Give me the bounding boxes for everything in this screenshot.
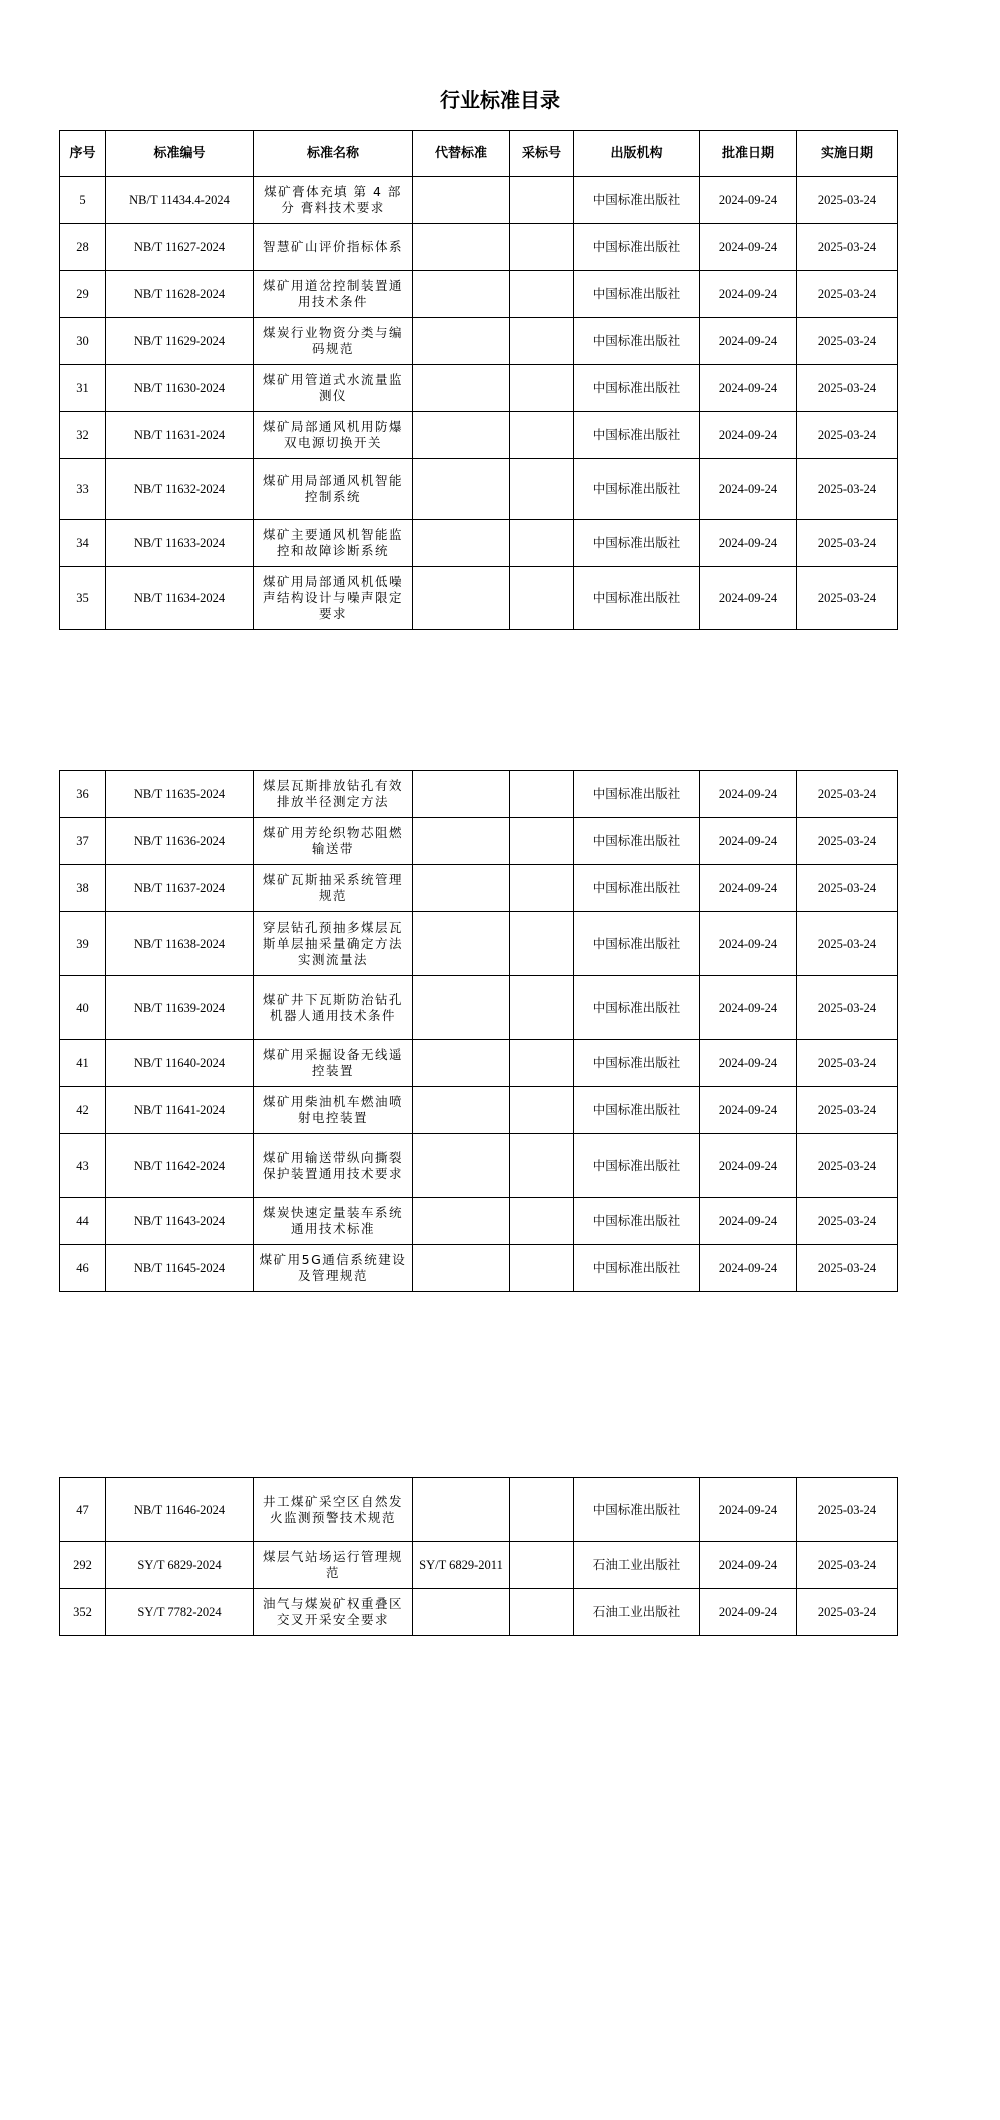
table-row [60,1040,898,1087]
row-replaces [413,412,510,459]
row-approve-date: 2024-09-24 [700,318,797,365]
row-approve-date: 2024-09-24 [700,224,797,271]
table-row [60,567,898,630]
row-adopt [510,1589,574,1636]
row-approve-date: 2024-09-24 [700,177,797,224]
row-code: NB/T 11637-2024 [106,865,254,912]
row-publisher: 中国标准出版社 [574,1245,700,1292]
header-adopt: 采标号 [510,131,574,177]
row-approve-date: 2024-09-24 [700,459,797,520]
row-code: NB/T 11635-2024 [106,771,254,818]
table-row [60,1245,898,1292]
row-no: 5 [60,177,106,224]
row-no: 292 [60,1542,106,1589]
row-publisher: 中国标准出版社 [574,567,700,630]
row-effective-date: 2025-03-24 [797,1087,898,1134]
row-replaces [413,459,510,520]
row-name: 煤矿用道岔控制装置通用技术条件 [254,271,413,318]
row-code: NB/T 11643-2024 [106,1198,254,1245]
row-effective-date: 2025-03-24 [797,271,898,318]
row-no: 41 [60,1040,106,1087]
row-name: 煤炭快速定量装车系统通用技术标准 [254,1198,413,1245]
header-name: 标准名称 [254,131,413,177]
row-replaces [413,271,510,318]
table-row [60,1134,898,1198]
row-name: 煤炭行业物资分类与编码规范 [254,318,413,365]
row-effective-date: 2025-03-24 [797,567,898,630]
row-publisher: 中国标准出版社 [574,412,700,459]
table-row [60,771,898,818]
row-no: 28 [60,224,106,271]
row-no: 31 [60,365,106,412]
row-code: SY/T 7782-2024 [106,1589,254,1636]
row-name: 煤层瓦斯排放钻孔有效排放半径测定方法 [254,771,413,818]
row-approve-date: 2024-09-24 [700,1478,797,1542]
table-row [60,1589,898,1636]
row-approve-date: 2024-09-24 [700,271,797,318]
row-replaces [413,1589,510,1636]
row-code: NB/T 11632-2024 [106,459,254,520]
row-replaces [413,771,510,818]
row-adopt [510,365,574,412]
row-adopt [510,412,574,459]
row-replaces [413,976,510,1040]
row-adopt [510,177,574,224]
row-code: NB/T 11641-2024 [106,1087,254,1134]
row-no: 30 [60,318,106,365]
row-no: 37 [60,818,106,865]
row-code: NB/T 11645-2024 [106,1245,254,1292]
row-no: 34 [60,520,106,567]
row-approve-date: 2024-09-24 [700,567,797,630]
row-replaces [413,1087,510,1134]
row-approve-date: 2024-09-24 [700,976,797,1040]
row-no: 40 [60,976,106,1040]
row-code: NB/T 11628-2024 [106,271,254,318]
row-name: 煤矿井下瓦斯防治钻孔机器人通用技术条件 [254,976,413,1040]
row-name: 煤矿用输送带纵向撕裂保护装置通用技术要求 [254,1134,413,1198]
row-effective-date: 2025-03-24 [797,865,898,912]
row-publisher: 石油工业出版社 [574,1542,700,1589]
row-adopt [510,271,574,318]
row-effective-date: 2025-03-24 [797,1198,898,1245]
table-row [60,459,898,520]
row-name: 煤矿膏体充填 第 4 部分 膏料技术要求 [254,177,413,224]
row-no: 36 [60,771,106,818]
row-effective-date: 2025-03-24 [797,1245,898,1292]
row-publisher: 中国标准出版社 [574,520,700,567]
header-no: 序号 [60,131,106,177]
row-adopt [510,1245,574,1292]
row-effective-date: 2025-03-24 [797,818,898,865]
header-effective-date: 实施日期 [797,131,898,177]
row-adopt [510,567,574,630]
row-name: 煤矿用5G通信系统建设及管理规范 [254,1245,413,1292]
row-publisher: 中国标准出版社 [574,1087,700,1134]
row-publisher: 中国标准出版社 [574,1134,700,1198]
row-approve-date: 2024-09-24 [700,1134,797,1198]
row-effective-date: 2025-03-24 [797,224,898,271]
row-effective-date: 2025-03-24 [797,1542,898,1589]
row-adopt [510,771,574,818]
row-name: 油气与煤炭矿权重叠区交叉开采安全要求 [254,1589,413,1636]
table-row [60,271,898,318]
row-publisher: 中国标准出版社 [574,224,700,271]
row-name: 煤矿主要通风机智能监控和故障诊断系统 [254,520,413,567]
row-approve-date: 2024-09-24 [700,771,797,818]
row-name: 煤矿用局部通风机智能控制系统 [254,459,413,520]
row-name: 穿层钻孔预抽多煤层瓦斯单层抽采量确定方法 实测流量法 [254,912,413,976]
row-publisher: 中国标准出版社 [574,865,700,912]
row-publisher: 中国标准出版社 [574,976,700,1040]
row-no: 44 [60,1198,106,1245]
header-replaces: 代替标准 [413,131,510,177]
row-effective-date: 2025-03-24 [797,1134,898,1198]
row-effective-date: 2025-03-24 [797,1589,898,1636]
table-row [60,177,898,224]
row-code: NB/T 11629-2024 [106,318,254,365]
table-row [60,412,898,459]
row-adopt [510,459,574,520]
row-code: NB/T 11638-2024 [106,912,254,976]
table-row [60,818,898,865]
row-publisher: 中国标准出版社 [574,365,700,412]
row-approve-date: 2024-09-24 [700,912,797,976]
row-publisher: 中国标准出版社 [574,459,700,520]
standards-table-3 [59,1477,898,1636]
row-effective-date: 2025-03-24 [797,177,898,224]
row-code: NB/T 11633-2024 [106,520,254,567]
row-name: 煤矿局部通风机用防爆双电源切换开关 [254,412,413,459]
row-name: 煤矿用采掘设备无线遥控装置 [254,1040,413,1087]
row-effective-date: 2025-03-24 [797,912,898,976]
row-publisher: 中国标准出版社 [574,1198,700,1245]
row-adopt [510,1198,574,1245]
row-code: NB/T 11639-2024 [106,976,254,1040]
row-adopt [510,818,574,865]
row-adopt [510,224,574,271]
row-name: 煤矿用芳纶织物芯阻燃输送带 [254,818,413,865]
standards-table-1 [59,130,898,630]
table-row [60,865,898,912]
row-replaces [413,1040,510,1087]
row-name: 煤矿瓦斯抽采系统管理规范 [254,865,413,912]
row-no: 47 [60,1478,106,1542]
row-adopt [510,520,574,567]
row-effective-date: 2025-03-24 [797,520,898,567]
row-code: NB/T 11642-2024 [106,1134,254,1198]
row-approve-date: 2024-09-24 [700,1542,797,1589]
row-code: SY/T 6829-2024 [106,1542,254,1589]
row-code: NB/T 11627-2024 [106,224,254,271]
row-publisher: 石油工业出版社 [574,1589,700,1636]
row-replaces [413,365,510,412]
row-code: NB/T 11636-2024 [106,818,254,865]
row-adopt [510,1478,574,1542]
row-replaces [413,912,510,976]
row-approve-date: 2024-09-24 [700,1087,797,1134]
row-publisher: 中国标准出版社 [574,912,700,976]
row-replaces [413,865,510,912]
row-adopt [510,1542,574,1589]
table-row [60,1478,898,1542]
table-header-row [60,131,898,177]
row-replaces [413,567,510,630]
row-effective-date: 2025-03-24 [797,1478,898,1542]
row-code: NB/T 11630-2024 [106,365,254,412]
row-no: 42 [60,1087,106,1134]
table-row [60,520,898,567]
row-adopt [510,318,574,365]
row-no: 32 [60,412,106,459]
row-name: 煤层气站场运行管理规范 [254,1542,413,1589]
row-no: 46 [60,1245,106,1292]
row-adopt [510,1134,574,1198]
row-code: NB/T 11631-2024 [106,412,254,459]
row-no: 33 [60,459,106,520]
row-replaces [413,177,510,224]
row-approve-date: 2024-09-24 [700,865,797,912]
row-replaces [413,318,510,365]
row-approve-date: 2024-09-24 [700,1589,797,1636]
table-row [60,1542,898,1589]
row-no: 43 [60,1134,106,1198]
table-row [60,912,898,976]
row-publisher: 中国标准出版社 [574,818,700,865]
row-approve-date: 2024-09-24 [700,365,797,412]
row-effective-date: 2025-03-24 [797,459,898,520]
row-publisher: 中国标准出版社 [574,271,700,318]
row-effective-date: 2025-03-24 [797,318,898,365]
row-replaces [413,1134,510,1198]
row-adopt [510,912,574,976]
row-replaces [413,224,510,271]
standards-table-2 [59,770,898,1292]
row-no: 39 [60,912,106,976]
row-approve-date: 2024-09-24 [700,818,797,865]
row-adopt [510,1040,574,1087]
row-approve-date: 2024-09-24 [700,1040,797,1087]
table-row [60,224,898,271]
row-no: 352 [60,1589,106,1636]
row-effective-date: 2025-03-24 [797,771,898,818]
row-replaces: SY/T 6829-2011 [413,1542,510,1589]
row-effective-date: 2025-03-24 [797,412,898,459]
row-adopt [510,1087,574,1134]
row-approve-date: 2024-09-24 [700,520,797,567]
row-no: 35 [60,567,106,630]
row-publisher: 中国标准出版社 [574,177,700,224]
row-effective-date: 2025-03-24 [797,1040,898,1087]
row-replaces [413,818,510,865]
row-no: 38 [60,865,106,912]
header-code: 标准编号 [106,131,254,177]
row-publisher: 中国标准出版社 [574,1478,700,1542]
row-approve-date: 2024-09-24 [700,1198,797,1245]
table-row [60,365,898,412]
row-no: 29 [60,271,106,318]
row-code: NB/T 11640-2024 [106,1040,254,1087]
row-effective-date: 2025-03-24 [797,365,898,412]
table-row [60,1198,898,1245]
row-approve-date: 2024-09-24 [700,412,797,459]
row-publisher: 中国标准出版社 [574,318,700,365]
row-replaces [413,520,510,567]
row-code: NB/T 11434.4-2024 [106,177,254,224]
row-name: 井工煤矿采空区自然发火监测预警技术规范 [254,1478,413,1542]
header-approve-date: 批准日期 [700,131,797,177]
header-publisher: 出版机构 [574,131,700,177]
row-name: 智慧矿山评价指标体系 [254,224,413,271]
row-name: 煤矿用局部通风机低噪声结构设计与噪声限定要求 [254,567,413,630]
row-replaces [413,1245,510,1292]
row-name: 煤矿用管道式水流量监测仪 [254,365,413,412]
table-row [60,976,898,1040]
page-title: 行业标准目录 [440,88,560,112]
row-approve-date: 2024-09-24 [700,1245,797,1292]
table-row [60,318,898,365]
row-publisher: 中国标准出版社 [574,771,700,818]
row-replaces [413,1198,510,1245]
row-replaces [413,1478,510,1542]
row-publisher: 中国标准出版社 [574,1040,700,1087]
table-row [60,1087,898,1134]
row-code: NB/T 11634-2024 [106,567,254,630]
row-name: 煤矿用柴油机车燃油喷射电控装置 [254,1087,413,1134]
row-effective-date: 2025-03-24 [797,976,898,1040]
row-adopt [510,976,574,1040]
row-code: NB/T 11646-2024 [106,1478,254,1542]
row-adopt [510,865,574,912]
